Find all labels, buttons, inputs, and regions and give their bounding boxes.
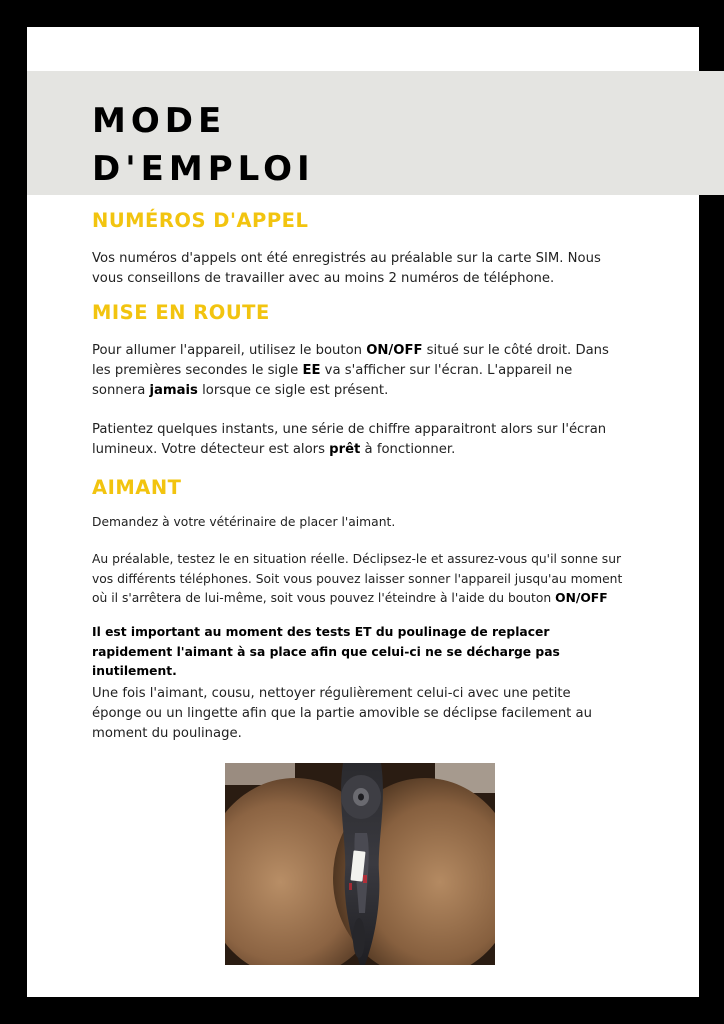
title-line-2: D'EMPLOI [92, 149, 315, 189]
magnet-placement-photo [225, 763, 495, 965]
paragraph-numeros-appel: Vos numéros d'appels ont été enregistrés au préalable sur la carte SIM. Nous vous conseillons de travailler avec au moins 2 numéros de téléphone. [92, 251, 601, 286]
paragraph-mise-en-route-2 [92, 420, 612, 460]
text-run: Au préalable, testez le en situation réelle. Déclipsez-le et assurez-vous qu'il sonne sur vos différents téléphones. Soit vous pouvez laisser sonner l'appareil jusqu'au moment où il s'arrêtera de lui-même, soit vous pouvez l'éteindre à l'aide du bouton [92, 552, 623, 605]
paragraph-aimant-warning: Il est important au moment des tests ET du poulinage de replacer rapidement l'aimant à sa place afin que celui-ci ne se décharge pas inutilement. [92, 625, 560, 678]
heading-mise-en-route: MISE EN ROUTE [92, 301, 270, 324]
text-run: lorsque ce sigle est présent. [197, 383, 389, 398]
bold-ee: EE [302, 363, 321, 378]
title-line-1: MODE [92, 101, 227, 141]
heading-numeros-appel: NUMÉROS D'APPEL [92, 209, 309, 232]
text-run: situé sur le côté droit. Dans les premières secondes le sigle [92, 343, 609, 378]
bold-jamais: jamais [149, 383, 198, 398]
text-run: Pour allumer l'appareil, utilisez le bouton [92, 343, 367, 358]
paragraph-aimant-2 [92, 550, 632, 609]
bold-on-off: ON/OFF [555, 591, 608, 605]
page-title [92, 97, 315, 193]
text-run: va s'afficher sur l'écran. L'appareil ne sonnera [92, 363, 573, 398]
paragraph-aimant-cleaning: Une fois l'aimant, cousu, nettoyer régulièrement celui-ci avec une petite éponge ou un lingette afin que la partie amovible se déclipse facilement au moment du poulinage. [92, 686, 592, 741]
document-page [27, 27, 699, 997]
paragraph-mise-en-route-1 [92, 341, 612, 401]
bold-on-off: ON/OFF [366, 343, 423, 358]
text-run: à fonctionner. [360, 442, 456, 457]
heading-aimant: AIMANT [92, 476, 182, 499]
bold-pret: prêt [329, 442, 361, 457]
paragraph-aimant-1: Demandez à votre vétérinaire de placer l'aimant. [92, 515, 396, 529]
text-run: Patientez quelques instants, une série de chiffre apparaitront alors sur l'écran lumineux. Votre détecteur est alors [92, 422, 607, 457]
